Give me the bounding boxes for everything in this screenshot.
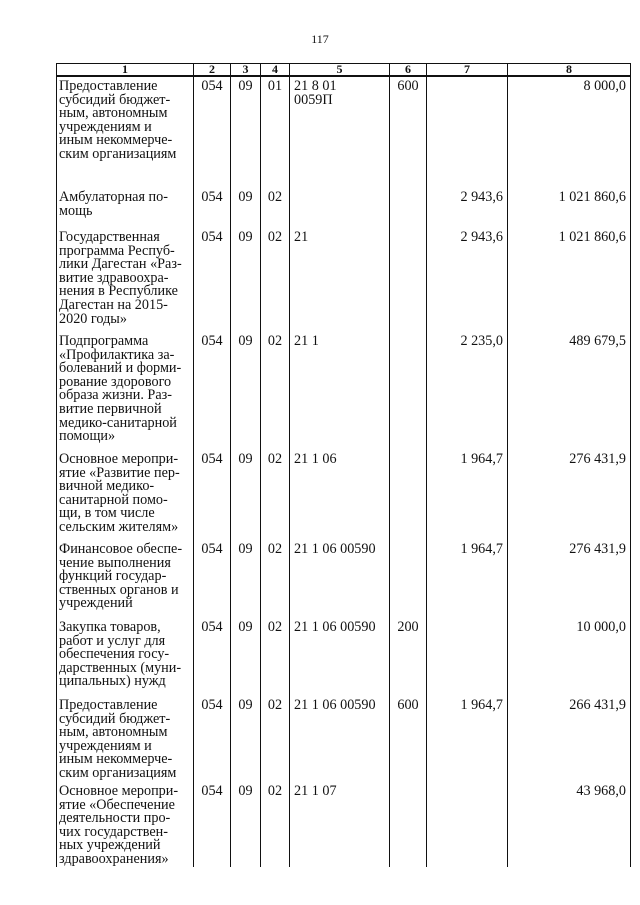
table-row	[57, 618, 631, 696]
column-header: 2	[194, 64, 231, 77]
target-article-code-cell	[290, 782, 390, 867]
item-name-line: ципальных) нужд	[59, 673, 166, 690]
target-article-code-cell	[290, 332, 390, 450]
section-code-cell: 09	[231, 76, 261, 188]
item-name-line: витие первичной	[59, 400, 162, 417]
target-article-code-cell	[290, 188, 390, 228]
item-name-line: медико-санитарной	[59, 414, 177, 431]
column-header: 7	[427, 64, 508, 77]
target-article-code-line: 21	[294, 229, 309, 245]
column-header: 1	[57, 64, 194, 77]
section-code-cell: 09	[231, 540, 261, 618]
item-name-cell	[57, 332, 194, 450]
item-name-line: дарственных (муни-	[59, 659, 182, 676]
column-header: 4	[261, 64, 290, 77]
ministry-code-cell: 054	[194, 618, 231, 696]
item-name-line: витие здравоохра-	[59, 269, 169, 286]
item-name-line: лики Дагестан «Раз-	[59, 256, 182, 273]
amount-col8-cell: 8 000,0	[508, 76, 631, 188]
expense-type-cell	[390, 188, 427, 228]
table-row	[57, 782, 631, 867]
item-name-line: Государственная	[59, 229, 160, 245]
item-name-line: иным некоммерче-	[59, 132, 173, 149]
item-name-line: Финансовое обеспе-	[59, 541, 183, 557]
table-row	[57, 332, 631, 450]
expense-type-cell	[390, 332, 427, 450]
item-name-line: Амбулаторная по-	[59, 189, 168, 205]
item-name-line: рование здорового	[59, 373, 172, 390]
item-name-line: субсидий бюджет-	[59, 91, 171, 108]
target-article-code-cell	[290, 228, 390, 332]
target-article-code-cell	[290, 450, 390, 540]
item-name-line: Основное меропри-	[59, 783, 179, 799]
item-name-cell	[57, 540, 194, 618]
table-row	[57, 76, 631, 188]
budget-table	[56, 63, 631, 867]
subsection-code-cell: 02	[261, 228, 290, 332]
table-row	[57, 188, 631, 228]
column-header: 6	[390, 64, 427, 77]
amount-col8-cell: 276 431,9	[508, 540, 631, 618]
item-name-line: Дагестан на 2015-	[59, 296, 168, 313]
amount-col7-cell: 1 964,7	[427, 540, 508, 618]
item-name-line: ным, автономным	[59, 724, 168, 741]
subsection-code-cell: 02	[261, 696, 290, 782]
item-name-line: программа Респуб-	[59, 242, 175, 259]
table-row	[57, 540, 631, 618]
item-name-line: ятие «Развитие пер-	[59, 464, 180, 481]
item-name-line: «Профилактика за-	[59, 346, 175, 363]
ministry-code-cell: 054	[194, 228, 231, 332]
expense-type-cell: 200	[390, 618, 427, 696]
subsection-code-cell: 02	[261, 618, 290, 696]
item-name-line: Основное меропри-	[59, 451, 179, 467]
subsection-code-cell: 01	[261, 76, 290, 188]
target-article-code-line: 21 1 06	[294, 451, 337, 467]
ministry-code-cell: 054	[194, 450, 231, 540]
target-article-code-line: 21 1 06 00590	[294, 697, 376, 713]
item-name-line: субсидий бюджет-	[59, 710, 171, 727]
subsection-code-cell: 02	[261, 540, 290, 618]
item-name-cell	[57, 782, 194, 867]
item-name-line: ятие «Обеспечение	[59, 796, 175, 813]
ministry-code-cell: 054	[194, 696, 231, 782]
subsection-code-cell: 02	[261, 332, 290, 450]
expense-type-cell: 600	[390, 696, 427, 782]
budget-table-container	[56, 62, 630, 867]
item-name-line: ных учреждений	[59, 837, 161, 854]
expense-type-cell	[390, 540, 427, 618]
column-header: 3	[231, 64, 261, 77]
amount-col7-cell: 1 964,7	[427, 696, 508, 782]
section-code-cell: 09	[231, 696, 261, 782]
item-name-line: щи, в том числе	[59, 505, 155, 522]
header-row	[57, 64, 631, 77]
section-code-cell: 09	[231, 782, 261, 867]
ministry-code-cell: 054	[194, 188, 231, 228]
subsection-code-cell: 02	[261, 188, 290, 228]
target-article-code-line: 21 1	[294, 333, 319, 349]
column-header: 5	[290, 64, 390, 77]
amount-col8-cell: 276 431,9	[508, 450, 631, 540]
subsection-code-cell: 02	[261, 782, 290, 867]
item-name-line: санитарной помо-	[59, 491, 168, 508]
amount-col8-cell: 43 968,0	[508, 782, 631, 867]
item-name-line: ским организациям	[59, 145, 177, 162]
section-code-cell: 09	[231, 618, 261, 696]
page-number: 117	[311, 32, 329, 46]
item-name-line: учреждениям и	[59, 118, 152, 135]
section-code-cell: 09	[231, 332, 261, 450]
expense-type-cell	[390, 228, 427, 332]
item-name-line: болеваний и форми-	[59, 360, 182, 377]
amount-col7-cell: 1 964,7	[427, 450, 508, 540]
target-article-code-cell	[290, 76, 390, 188]
amount-col7-cell: 2 943,6	[427, 228, 508, 332]
section-code-cell: 09	[231, 450, 261, 540]
item-name-line: вичной медико-	[59, 478, 155, 495]
item-name-line: чение выполнения	[59, 554, 171, 571]
item-name-line: ственных органов и	[59, 581, 179, 598]
table-row	[57, 450, 631, 540]
item-name-line: Закупка товаров,	[59, 619, 161, 635]
section-code-cell: 09	[231, 228, 261, 332]
expense-type-cell: 600	[390, 76, 427, 188]
target-article-code-line: 21 1 06 00590	[294, 619, 376, 635]
expense-type-cell	[390, 782, 427, 867]
item-name-line: обеспечения госу-	[59, 646, 170, 663]
item-name-line: мощь	[59, 202, 93, 219]
amount-col8-cell: 489 679,5	[508, 332, 631, 450]
section-code-cell: 09	[231, 188, 261, 228]
item-name-cell	[57, 696, 194, 782]
target-article-code-line: 0059П	[294, 91, 333, 108]
amount-col7-cell	[427, 618, 508, 696]
ministry-code-cell: 054	[194, 540, 231, 618]
item-name-line: нения в Республике	[59, 283, 178, 300]
item-name-line: деятельности про-	[59, 810, 171, 827]
item-name-line: иным некоммерче-	[59, 751, 173, 768]
item-name-line: 2020 годы»	[59, 310, 127, 327]
target-article-code-line: 21 1 06 00590	[294, 541, 376, 557]
amount-col8-cell: 1 021 860,6	[508, 228, 631, 332]
target-article-code-line: 21 1 07	[294, 783, 337, 799]
item-name-cell	[57, 618, 194, 696]
column-header: 8	[508, 64, 631, 77]
amount-col7-cell: 2 235,0	[427, 332, 508, 450]
item-name-cell	[57, 188, 194, 228]
target-article-code-line: 21 8 01	[294, 78, 337, 94]
item-name-line: работ и услуг для	[59, 632, 166, 649]
item-name-line: Подпрограмма	[59, 333, 149, 349]
amount-col8-cell: 266 431,9	[508, 696, 631, 782]
table-row	[57, 228, 631, 332]
item-name-line: образа жизни. Раз-	[59, 387, 172, 404]
item-name-line: ским организациям	[59, 764, 177, 781]
item-name-line: учреждениям и	[59, 737, 152, 754]
amount-col7-cell: 2 943,6	[427, 188, 508, 228]
item-name-cell	[57, 228, 194, 332]
target-article-code-cell	[290, 540, 390, 618]
item-name-line: сельским жителям»	[59, 518, 179, 535]
target-article-code-cell	[290, 618, 390, 696]
expense-type-cell	[390, 450, 427, 540]
item-name-line: учреждений	[59, 595, 133, 612]
table-body	[57, 76, 631, 867]
target-article-code-cell	[290, 696, 390, 782]
item-name-line: помощи»	[59, 428, 116, 445]
ministry-code-cell: 054	[194, 782, 231, 867]
table-row	[57, 696, 631, 782]
item-name-cell	[57, 76, 194, 188]
item-name-line: Предоставление	[59, 78, 158, 94]
subsection-code-cell: 02	[261, 450, 290, 540]
ministry-code-cell: 054	[194, 76, 231, 188]
amount-col8-cell: 1 021 860,6	[508, 188, 631, 228]
item-name-line: функций государ-	[59, 568, 167, 585]
item-name-line: ным, автономным	[59, 105, 168, 122]
item-name-line: чих государствен-	[59, 823, 168, 840]
item-name-line: здравоохранения»	[59, 850, 169, 867]
amount-col7-cell	[427, 76, 508, 188]
item-name-line: Предоставление	[59, 697, 158, 713]
ministry-code-cell: 054	[194, 332, 231, 450]
amount-col8-cell: 10 000,0	[508, 618, 631, 696]
item-name-cell	[57, 450, 194, 540]
amount-col7-cell	[427, 782, 508, 867]
